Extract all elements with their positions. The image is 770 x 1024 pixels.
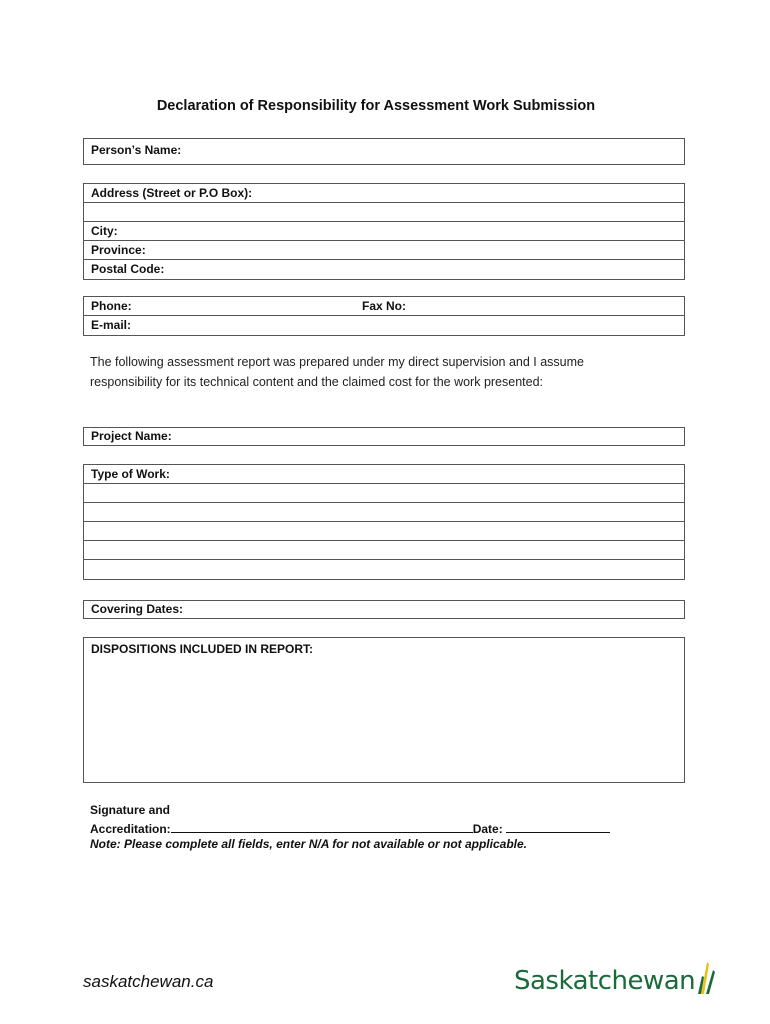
responsibility-statement: The following assessment report was prepared under my direct supervision and I assume responsibility for its technical content and the claimed cost for the work presented:: [90, 355, 584, 389]
logo-wordmark: Saskatchewan: [514, 966, 696, 996]
date-label: Date:: [472, 822, 503, 836]
project-name-label: Project Name:: [91, 429, 172, 443]
type-of-work-line-6[interactable]: [84, 560, 684, 579]
email-label: E-mail:: [91, 318, 132, 332]
date-underline[interactable]: [506, 820, 610, 833]
persons-name-field[interactable]: [84, 139, 684, 164]
completion-note: Note: Please complete all fields, enter N/A for not available or not applicable.: [90, 837, 527, 851]
phone-label: Phone:: [91, 299, 132, 313]
address-field[interactable]: [84, 184, 684, 203]
type-of-work-line-4[interactable]: [84, 522, 684, 541]
accreditation-underline[interactable]: [171, 820, 473, 833]
project-name-box: [83, 427, 685, 446]
email-field[interactable]: [84, 316, 684, 335]
signature-label: Signature and: [90, 803, 171, 817]
city-field[interactable]: [84, 222, 684, 241]
persons-name-box: [83, 138, 685, 165]
project-name-field[interactable]: [84, 428, 684, 445]
address-line-2[interactable]: [84, 203, 684, 222]
wheat-icon: [695, 960, 717, 996]
province-label: Province:: [91, 243, 146, 257]
contact-box: [83, 296, 685, 336]
footer-url: saskatchewan.ca: [83, 972, 214, 991]
covering-dates-field[interactable]: [84, 601, 684, 618]
type-of-work-label: Type of Work:: [91, 467, 170, 481]
type-of-work-line-2[interactable]: [84, 484, 684, 503]
form-title: Declaration of Responsibility for Assessment Work Submission: [156, 98, 596, 114]
saskatchewan-logo: [514, 960, 717, 996]
postal-code-field[interactable]: [84, 260, 684, 279]
address-box: [83, 183, 685, 280]
fax-label: Fax No:: [362, 299, 407, 313]
phone-fax-row[interactable]: [84, 297, 684, 316]
covering-dates-label: Covering Dates:: [91, 602, 184, 616]
type-of-work-box: [83, 464, 685, 580]
dispositions-box[interactable]: [83, 637, 685, 783]
address-label: Address (Street or P.O Box):: [91, 186, 253, 200]
province-field[interactable]: [84, 241, 684, 260]
type-of-work-line-3[interactable]: [84, 503, 684, 522]
city-label: City:: [91, 224, 118, 238]
persons-name-label: Person’s Name:: [91, 143, 182, 157]
accreditation-line: [90, 820, 610, 836]
type-of-work-field[interactable]: [84, 465, 684, 484]
covering-dates-box: [83, 600, 685, 619]
postal-code-label: Postal Code:: [91, 262, 165, 276]
accreditation-label: Accreditation:: [90, 822, 171, 836]
dispositions-label: DISPOSITIONS INCLUDED IN REPORT:: [91, 642, 314, 656]
type-of-work-line-5[interactable]: [84, 541, 684, 560]
